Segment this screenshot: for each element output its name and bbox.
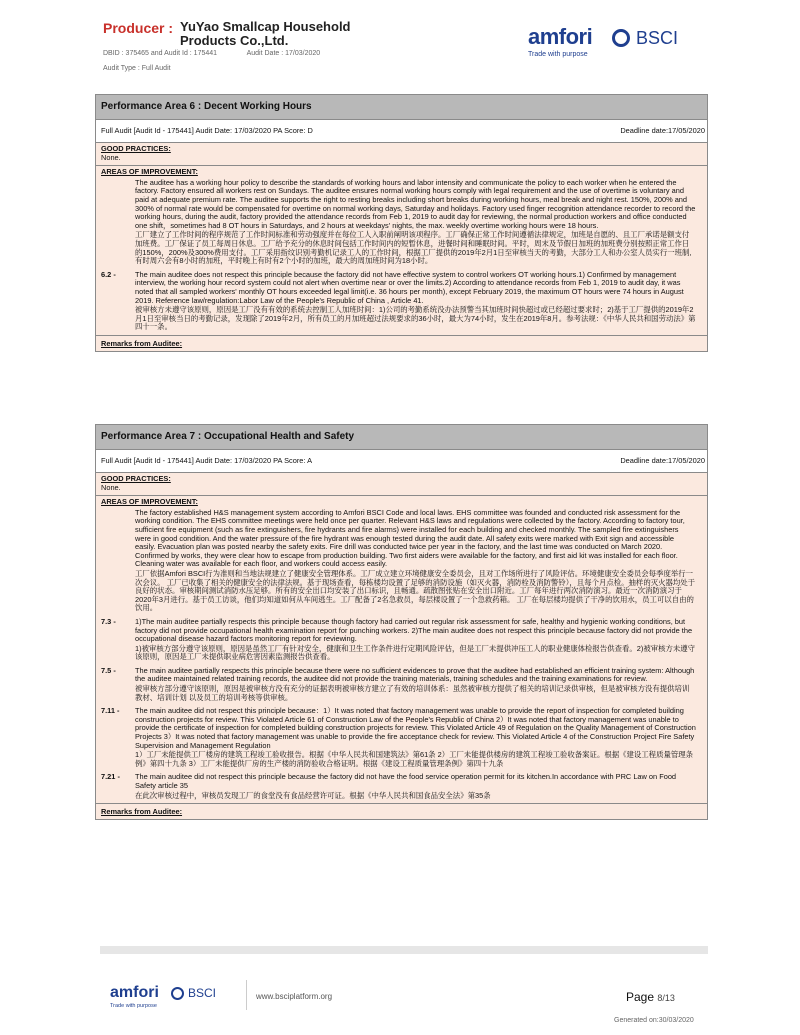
good-practices-heading: GOOD PRACTICES:	[101, 144, 171, 153]
finding-en: The main auditee did not respect this principle because the factory did not have the food service operation permit for its kitchen.In accordance with PRC Law on Food Safety article 35	[135, 772, 677, 790]
finding-item	[101, 618, 702, 662]
good-practices-heading: GOOD PRACTICES:	[101, 474, 171, 483]
areas-of-improvement	[96, 496, 707, 804]
finding-zh: 1）工厂未能提供工厂楼房的建筑工程竣工验收报告。根据《中华人民共和国建筑法》第61条 2）工厂未能提供楼房的建筑工程竣工验收备案证。根据《建设工程质量管理条例》第四十九条 3）工厂未能提供厂房的生产楼的消防验收合格证明。根据《建设工程质量管理条例》第四十九条	[135, 750, 694, 768]
performance-area-6	[95, 94, 708, 352]
finding-zh: 被审核方部分遵守该原则，原因是被审核方没有充分的证据表明被审核方建立了有效的培训体系：虽然被审核方提供了相关的培训记录供审核，但是被审核方没有提供培训教材、培训计划 以及员工的培训考核等供审核。	[135, 684, 690, 702]
finding-number: 7.21 -	[101, 772, 120, 782]
footer-divider-bar	[100, 946, 708, 954]
bsci-ring-icon	[171, 987, 184, 1000]
good-practices	[96, 143, 707, 166]
good-practices-text: None.	[101, 482, 121, 492]
finding-number: 7.5 -	[101, 665, 116, 675]
generated-date: 30/03/2020	[658, 1017, 694, 1024]
intro-en: The auditee has a working hour policy to describe the standards of working hours and labor intensity and communicate the policy to each worker when he entered the factory. Factory ensured all workers rest on Sundays. The auditee ensures normal working hours comply with legal requirement and the use of overtime is voluntary and paid at adequate premium rate. The auditee supports the right to resting breaks including short breaks during working hours, meal break and night rest. 150%, 200% and 300% of normal rate would be compensated for overtime on normal working days, Saturday and holidays. Factory used finger recognition attendance recorder to record the working hours, during the audit, factory provided the attendance records from Feb 1, 2019 to audit day for reviewing, the normal production workers and office conducted one shift，sometimes had 8 OT hours in Saturdays, and 2 hours at weekdays' nights, the max. weekly overtime working hours were 18 hours.	[135, 177, 696, 230]
finding-number: 7.3 -	[101, 616, 116, 626]
audit-line	[96, 450, 707, 473]
footer-logo-tagline: Trade with purpose	[110, 1003, 157, 1009]
finding-item	[101, 271, 702, 332]
dbid: DBID : 375465 and Audit Id : 175441	[103, 50, 218, 57]
finding-number: 7.11 -	[101, 706, 120, 716]
finding-number: 6.2 -	[101, 269, 116, 279]
report-header	[0, 0, 800, 80]
areas-heading: AREAS OF IMPROVEMENT:	[101, 497, 198, 507]
bsci-ring-icon	[612, 29, 630, 47]
platform-link[interactable]: www.bsciplatform.org	[256, 992, 333, 1001]
audit-info: Full Audit [Audit Id - 175441] Audit Date: 17/03/2020 PA Score: A	[101, 456, 313, 465]
deadline: Deadline date:17/05/2020	[620, 456, 705, 465]
areas-of-improvement	[96, 166, 707, 336]
finding-en: 1)The main auditee partially respects this principle because though factory had carried out regular risk assessment for safe, healthy and hygienic working conditions, but factory did not provide occupational health examination report for punching workers. 2)The main auditee does not respect this principle because factory did not provide the occupational disease hazard factors monitoring report for reviewing.	[135, 616, 693, 644]
performance-area-7	[95, 424, 708, 820]
logo-wordmark: amfori	[528, 24, 593, 49]
generated-on	[614, 1017, 694, 1024]
logo-bsci: BSCI	[636, 28, 679, 48]
footer-vertical-divider	[246, 980, 247, 1010]
footer-logo-bsci: BSCI	[188, 986, 217, 1000]
audit-type: Audit Type : Full Audit	[103, 65, 171, 72]
generated-label: Generated on:	[614, 1017, 659, 1024]
intro-zh: 工厂依据Amfori BSCI行为准则和当地法规建立了健康安全管理体系。工厂成立建立环境健康安全委员会，且对工作场所进行了风险评估。环境健康安全委员会每季度举行一次会议。 工厂已收集了相关的健康安全的法律法规。基于现场查看，每栋楼均设置了足够的消防设施（如灭火器，消防栓及消防警铃），且每个月点检。抽样的灭火器均处于良好的状态。审核期间测试消防水压足够。所有的安全出口均安装了出口标识，且畅通。疏散图张贴在安全出口附近。工厂每年进行两次消防演习。最近一次消防演习于2020年3月进行。基于员工访谈，他们均知道如何从车间逃生。工厂配备了2名急救员，每层楼设置了一个急救药箱。 工厂在每层楼均提供了干净的饮用水，员工可以自由的饮用。	[135, 568, 696, 613]
footer-logo-wordmark: amfori	[110, 984, 159, 1001]
areas-heading: AREAS OF IMPROVEMENT:	[101, 167, 198, 177]
audit-date: Audit Date : 17/03/2020	[246, 50, 321, 57]
page-number	[626, 990, 675, 1004]
audit-info: Full Audit [Audit Id - 175441] Audit Date: 17/03/2020 PA Score: D	[101, 126, 313, 135]
finding-en: The main auditee does not respect this principle because the factory did not have effective system to control workers OT working hours.1) Confirmed by management interview, the working hour record system could not alert when overtime near or over the limits.2) According to attendance records from Feb 1, 2019 to audit day, it was noted that all sampled workers' monthly OT hours exceeded legal limit(i.e. 36 hours per month), except February 2019, the maximum OT hours were 74 hours in August 2019. Reference law/regulation:Labor Law of the People's Republic of China , Article 41.	[135, 269, 684, 305]
audit-meta	[103, 50, 348, 57]
finding-item	[101, 707, 702, 768]
remarks-from-auditee: Remarks from Auditee:	[101, 807, 183, 817]
intro-en: The factory established H&S management system according to Amfori BSCI Code and local laws. EHS committee was founded and conducted risk assessment for the working condition. The EHS committee meetings were held once per quarter. Relevant H&S laws and regulations were collected by the factory. According to factory tour, sufficient fire equipment (such as fire extinguishers, fire hydrants and fire alarms) were installed for each building and checked monthly. The sampled fire extinguishers were in good condition. And the water pressure of the fire hydrant was enough tested during the audit date. All safety exits were marked with Exit sign and accessible easily. Evacuation plan was posted nearby the safety exits. Fire drill was conducted twice per year in the factory, and the last time was conducted on March 2020. Confirmed by works, they were clear how to escape from production building. Two first aiders were available for the factory, and first aid kit was installed for each floor. Cleaning water was available for each floor, and workers could access easily.	[135, 507, 685, 569]
finding-zh: 1)被审核方部分遵守该原则，原因是虽然工厂有针对安全，健康和卫生工作条件进行定期风险评估，但是工厂未提供冲压工人的职业健康体检报告供查看。2)被审核方未遵守该原则，原因是工厂未提供职业病危害因素监测报告供查看。	[135, 643, 696, 662]
audit-line	[96, 120, 707, 143]
good-practices-text: None.	[101, 152, 121, 162]
page-count: 8/13	[657, 993, 675, 1003]
producer-label: Producer :	[103, 20, 174, 36]
finding-zh: 被审核方未遵守该原则，原因是工厂没有有效的系统去控制工人加班时间：1)公司的考勤系统没办法预警当其加班时间快超过或已经超过要求时；2)基于工厂提供的2019年2月1日至审核当日的考勤记录，发现除了2019年2月，所有员工的月加班超过法规要求的36小时，最大为74小时，发生在2019年8月。参考法规：《中华人民共和国劳动法》第四十一条。	[135, 305, 696, 332]
finding-item	[101, 773, 702, 800]
finding-zh: 在此次审核过程中，审核员发现工厂的食堂没有食品经营许可证。根据《中华人民共和国食品安全法》第35条	[135, 790, 491, 800]
finding-en: The main auditee partially respects this principle because there were no sufficient evidences to prove that the auditee had established an efficient training system: Although the auditee maintained related training records, the auditee did not provide the training materials, training schedules and the training examinations for review.	[135, 665, 695, 684]
producer-name: YuYao Smallcap Household Products Co.,Ltd.	[180, 19, 351, 48]
section-title: Performance Area 7 : Occupational Health and Safety	[96, 425, 707, 450]
page-label: Page	[626, 990, 655, 1004]
remarks-from-auditee: Remarks from Auditee:	[101, 338, 183, 348]
finding-item	[101, 667, 702, 702]
section-title: Performance Area 6 : Decent Working Hours	[96, 95, 707, 120]
deadline: Deadline date:17/05/2020	[620, 126, 705, 135]
good-practices	[96, 473, 707, 496]
intro-zh: 工厂建立了工作时间的程序规范了工作时间标准和劳动强度并在每位工人入职前阐明该项程序。工厂确保正常工作时间遵循法律规定，加班是自愿的、且工厂承诺是额支付加班费。工厂保证了员工每周日休息。工厂给予充分的休息时间包括工作时间内的短暂休息，进餐时间和睡眠时间。平时，周末及节假日加班的加班费分别按照正常工作日的150%，200%及300%费用支付。工厂采用指纹识别考勤机记录工人的工作时间，根据工厂提供的2019年2月1日至审核当天的考勤，大部分工人和办公室人员实行一班制,有时周六会有8小时的加班，平时晚上有时有2个小时的加班，最大的周加班时间为18小时。	[135, 230, 692, 266]
logo-tagline: Trade with purpose	[528, 51, 588, 58]
footer-amfori-logo	[110, 984, 220, 1014]
finding-en: The main auditee did not respect this principle because：1）It was noted that factory management was unable to provide the report of inspection for completed building construction projects for review. This Violated Article 61 of Construction Law of the People's Republic of China 2）It was noted that factory management was unable to provide the certificate of inspection for completed building construction projects for review. This Violated Article 49 of Regulation on the Quality Management of Construction Projects 3）It was noted that factory management was unable to provide the fire acceptance check for review. This Violated Article 4 of the Construction Project Fire Safety Supervision and Management Regulation	[135, 706, 696, 750]
amfori-bsci-logo	[528, 24, 698, 64]
